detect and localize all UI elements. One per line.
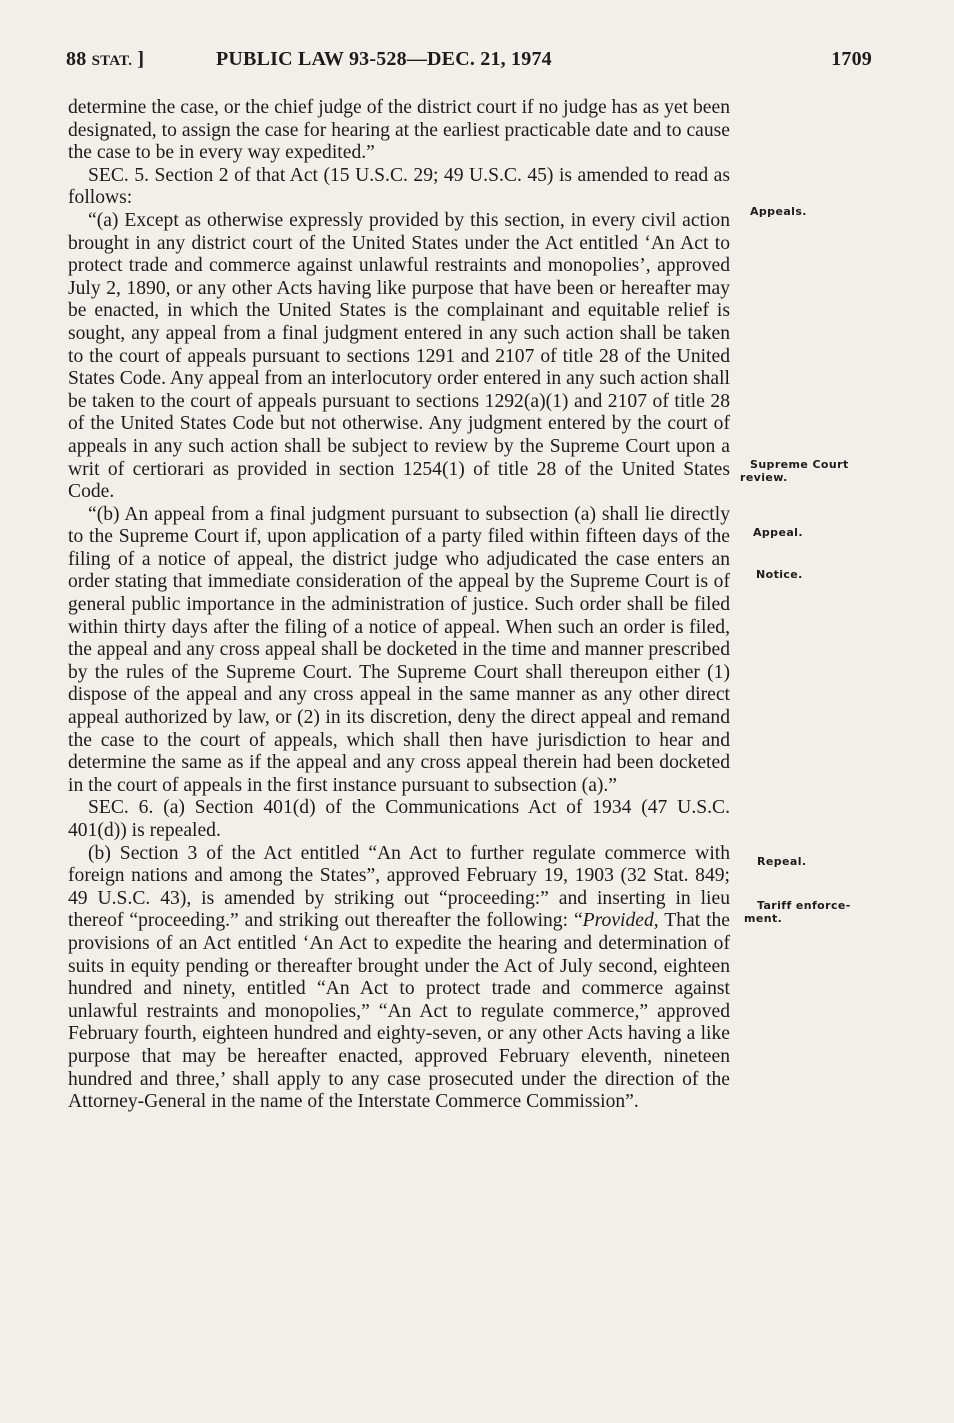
statute-citation: [66, 48, 144, 71]
section-6-text: 6. (a) Section 401(d) of the Communications Act of 1934 (47 U.S.C. 401(d)) is repealed.: [68, 797, 730, 841]
margin-note-review: review.: [740, 471, 788, 484]
section-6-paragraph: [68, 797, 730, 842]
section-label: SEC.: [88, 164, 129, 186]
law-title: PUBLIC LAW 93-528—DEC. 21, 1974: [216, 48, 552, 70]
subsection-b-paragraph: “(b) An appeal from a final judgment pursuant to subsection (a) shall lie directly to the Supreme Court if, upon application of a party filed within fifteen days of the filing of a notice of appeal, the district judge who adjudicated the case enters an order stating that immediate consideration of the appeal by the Supreme Court is of general public importance in the administration of justice. Such order shall be filed within thirty days after the filing of a notice of appeal. When such an order is filed, the appeal and any cross appeal shall be docketed in the time and manner prescribed by the rules of the Supreme Court. The Supreme Court shall thereupon either (1) dispose of the appeal and any cross appeal in the same manner as any other direct appeal authorized by law, or (2) in its discretion, deny the direct appeal and remand the case to the court of appeals, which shall then have jurisdiction to hear and determine the same as if the appeal and any cross appeal therein had been docketed in the court of appeals in the first instance pursuant to subsection (a).”: [68, 503, 730, 796]
page-number: 1709: [831, 48, 872, 70]
margin-note-notice: Notice.: [756, 568, 803, 581]
statute-text: [68, 97, 730, 1114]
header-bracket: ]: [137, 48, 145, 70]
volume-number: 88: [66, 48, 87, 70]
section-6b-text-end: , That the provisions of an Act entitled ‘An Act to expedite the hearing and determination of suits in equity pending or thereafter brought under the Act of July second, eighteen hundred and ninety, entitled “An Act to protect trade and commerce against unlawful restraints and monopolies,” “An Act to regulate commerce,” approved February fourth, eighteen hundred and eighty-seven, or any other Acts having a like purpose that may be hereafter enacted, approved February eleventh, nineteen hundred and three,’ shall apply to any case prosecuted under the direction of the Attorney-General in the name of the Interstate Commerce Commission”.: [68, 910, 731, 1113]
margin-note-enforcement: ment.: [744, 912, 783, 925]
section-5-text: 5. Section 2 of that Act (15 U.S.C. 29; 49 U.S.C. 45) is amended to read as follows:: [68, 164, 730, 209]
provided-italic: Provided: [582, 910, 654, 932]
stat-label: STAT.: [91, 53, 133, 69]
section-6b-paragraph: [68, 843, 730, 1114]
margin-note-supreme-court: Supreme Court: [750, 458, 849, 471]
margin-note-tariff: Tariff enforce-: [757, 899, 851, 912]
margin-note-appeal: Appeal.: [753, 526, 803, 539]
paragraph-continuation: determine the case, or the chief judge of the district court if no judge has as yet been designated, to assign the case for hearing at the earliest practicable date and to cause the case to be in every way expedited.”: [68, 97, 730, 164]
section-label: SEC.: [88, 797, 129, 819]
running-header: [66, 48, 872, 74]
margin-note-repeal: Repeal.: [757, 855, 807, 868]
subsection-a-paragraph: “(a) Except as otherwise expressly provided by this section, in every civil action brought in any district court of the United States under the Act entitled ‘An Act to protect trade and commerce against unlawful restraints and monopolies’, approved July 2, 1890, or any other Acts having like purpose that have been or hereafter may be enacted, in which the United States is the complainant and equitable relief is sought, any appeal from a final judgment entered in any such action shall be taken to the court of appeals pursuant to sections 1291 and 2107 of title 28 of the United States Code. Any appeal from an interlocutory order entered in any such action shall be taken to the court of appeals pursuant to sections 1292(a)(1) and 2107 of title 28 of the United States Code but not otherwise. Any judgment entered by the court of appeals in any such action shall be subject to review by the Supreme Court upon a writ of certiorari as provided in section 1254(1) of title 28 of the United States Code.: [68, 209, 730, 503]
section-5-paragraph: [68, 165, 730, 210]
margin-note-appeals: Appeals.: [750, 205, 807, 218]
section-6b-text-start: (b) Section 3 of the Act entitled “An Act to further regulate commerce with foreign nations and among the States”, approved February 19, 1903 (32 Stat. 849; 49 U.S.C. 43), is amended by striking out “proceeding:” and inserting in lieu thereof “proceeding.” and striking out thereafter the following: “: [68, 842, 730, 932]
